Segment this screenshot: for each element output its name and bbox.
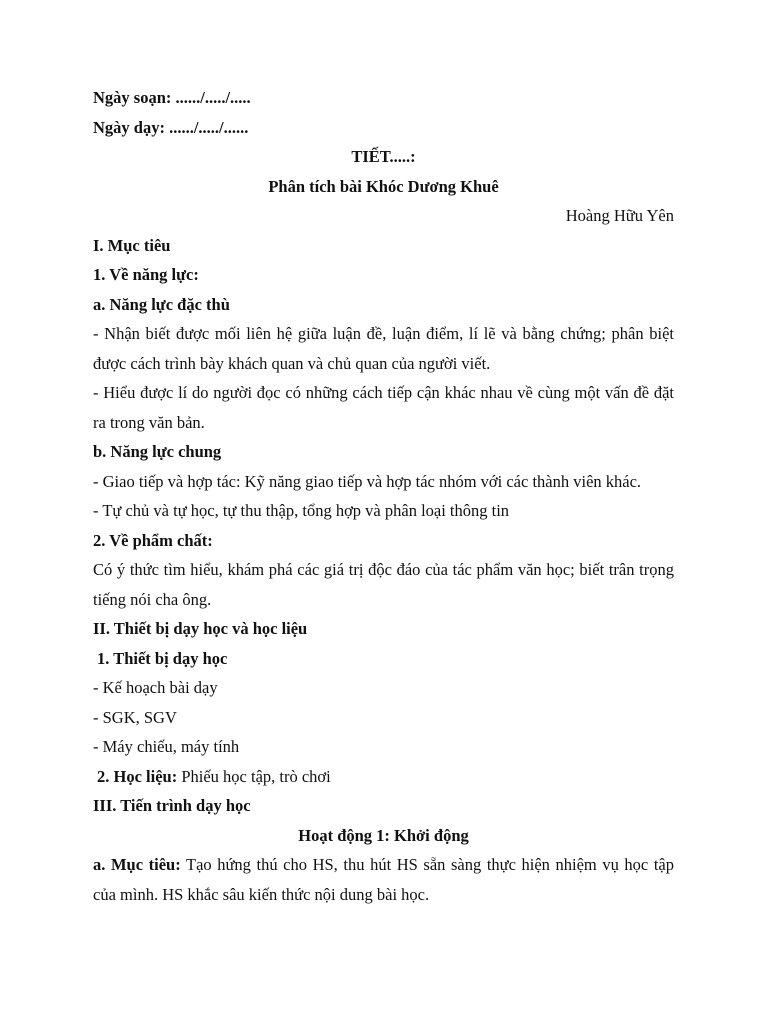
competence-paragraph-1: - Nhận biết được mối liên hệ giữa luận đề, luận điểm, lí lẽ và bằng chứng; phân biệt được cách trình bày khách quan và chủ quan của người viết. (93, 324, 674, 373)
materials-line (93, 762, 674, 792)
equipment-item: - SGK, SGV (93, 707, 177, 727)
date-taught: Ngày dạy: ....../...../...... (93, 117, 249, 137)
activity-heading: Hoạt động 1: Khởi động (298, 825, 469, 845)
competence-paragraph-3: - Giao tiếp và hợp tác: Kỹ năng giao tiếp và hợp tác nhóm với các thành viên khác. (93, 471, 642, 491)
goal-paragraph (93, 850, 674, 909)
qualities-heading: 2. Về phẩm chất: (93, 530, 213, 550)
competence-heading: 1. Về năng lực: (93, 265, 199, 284)
goal-text: Tạo hứng thú cho HS, thu hút HS sẵn sàng thực hiện nhiệm vụ học tập của mình. HS khắc sâu kiến thức nội dung bài học. (93, 855, 674, 904)
equipment-subheading: 1. Thiết bị dạy học (97, 648, 228, 668)
author-name: Hoàng Hữu Yên (565, 206, 674, 225)
equipment-item: - Máy chiếu, máy tính (93, 737, 240, 756)
qualities-paragraph: Có ý thức tìm hiểu, khám phá các giá trị độc đáo của tác phẩm văn học; biết trân trọng tiếng nói cha ông. (93, 560, 674, 609)
materials-text: Phiếu học tập, trò chơi (177, 766, 331, 786)
equipment-item: - Kế hoạch bài dạy (93, 678, 218, 697)
document-page (93, 83, 674, 909)
section-objectives-heading: I. Mục tiêu (93, 235, 171, 255)
competence-paragraph-2: - Hiểu được lí do người đọc có những cách tiếp cận khác nhau về cùng một vấn đề đặt ra trong văn bản. (93, 383, 674, 432)
goal-label: a. Mục tiêu: (93, 855, 181, 874)
competence-paragraph-4: - Tự chủ và tự học, tự thu thập, tổng hợp và phân loại thông tin (93, 501, 510, 520)
date-prepared: Ngày soạn: ....../...../..... (93, 88, 251, 107)
general-competence-heading: b. Năng lực chung (93, 442, 222, 461)
materials-label: 2. Học liệu: (97, 766, 178, 786)
section-equipment-heading: II. Thiết bị dạy học và học liệu (93, 619, 308, 638)
section-process-heading: III. Tiến trình dạy học (93, 796, 251, 815)
lesson-number: TIẾT.....: (351, 147, 416, 166)
specific-competence-heading: a. Năng lực đặc thù (93, 294, 230, 314)
lesson-title: Phân tích bài Khóc Dương Khuê (268, 176, 499, 196)
